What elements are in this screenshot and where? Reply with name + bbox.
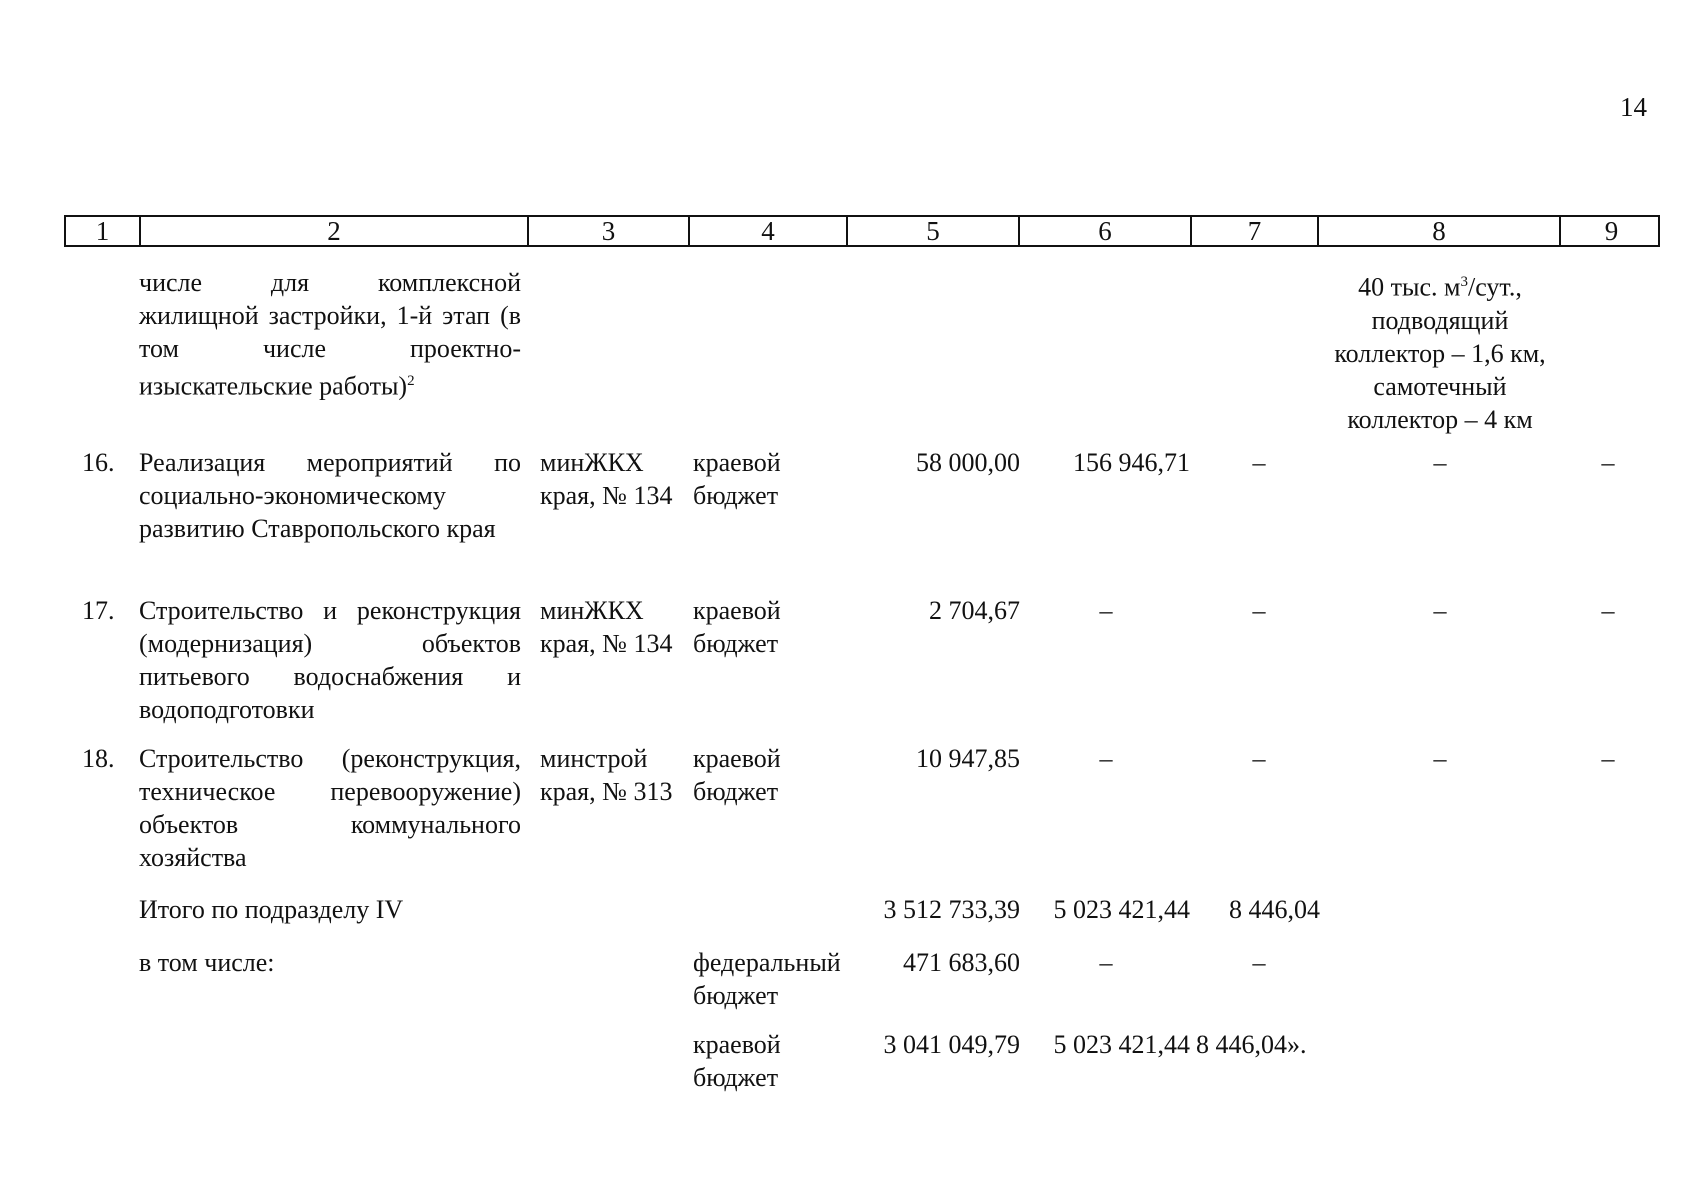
result-line1-text: 40 тыс. м	[1358, 272, 1461, 302]
row-17-executor: минЖКХ края, № 134	[540, 596, 673, 658]
regional-col7: 8 446,04».	[1196, 1030, 1307, 1059]
row-18-col6: –	[1099, 744, 1113, 773]
header-col-9: 9	[1559, 217, 1662, 245]
header-col-5: 5	[846, 217, 1018, 245]
totals-col5: 3 512 733,39	[883, 895, 1020, 924]
row-17-col5: 2 704,67	[929, 596, 1020, 625]
header-col-6: 6	[1018, 217, 1190, 245]
header-col-1: 1	[95, 216, 110, 246]
header-col-4: 4	[688, 217, 846, 245]
row-17-col8: –	[1433, 596, 1447, 625]
result-line1-unit: /сут.,	[1468, 272, 1522, 302]
regional-source: краевой бюджет	[693, 1030, 781, 1092]
row-17-source: краевой бюджет	[693, 596, 781, 658]
row-17-description: Строительство и реконструкция (модернизация) объектов питьевого водоснабжения и водоподготовки	[139, 596, 521, 724]
header-col-3: 3	[527, 217, 688, 245]
row-16-description: Реализация мероприятий по социально-экономическому развитию Ставропольского края	[139, 448, 521, 543]
row-17-col6: –	[1099, 596, 1113, 625]
totals-col6: 5 023 421,44	[1053, 895, 1190, 924]
row-18-col8: –	[1433, 744, 1447, 773]
row-18-executor: минстрой края, № 313	[540, 744, 673, 806]
footnote-marker: 2	[407, 373, 415, 389]
continuation-result	[1320, 266, 1560, 436]
result-superscript: 3	[1460, 274, 1468, 290]
totals-col7: 8 446,04	[1229, 895, 1320, 924]
row-16-col5: 58 000,00	[916, 448, 1020, 477]
including-label: в том числе:	[139, 948, 275, 977]
row-16-number: 16.	[82, 448, 115, 477]
continuation-description-text: числе для комплексной жилищной застройки, 1-й этап (в том числе проектно-изыскательские работы)	[139, 268, 521, 401]
row-16-executor: минЖКХ края, № 134	[540, 448, 673, 510]
federal-source: федеральный бюджет	[693, 948, 841, 1010]
result-rest-text: подводящий коллектор – 1,6 км, самотечный коллектор – 4 км	[1334, 305, 1546, 434]
row-16-col6: 156 946,71	[1073, 448, 1190, 477]
table-header-row	[64, 215, 1660, 247]
row-17-col7: –	[1252, 596, 1266, 625]
row-16-col8: –	[1433, 448, 1447, 477]
row-17-col9: –	[1601, 596, 1615, 625]
page-number: 14	[1620, 92, 1647, 122]
row-18-description: Строительство (реконструкция, техническое перевооружение) объектов коммунального хозяйства	[139, 744, 521, 872]
row-16-col7: –	[1252, 448, 1266, 477]
row-16-col9: –	[1601, 448, 1615, 477]
row-18-col7: –	[1252, 744, 1266, 773]
header-col-8: 8	[1317, 217, 1559, 245]
row-16-source: краевой бюджет	[693, 448, 781, 510]
row-18-col5: 10 947,85	[916, 744, 1020, 773]
header-col-2: 2	[139, 217, 527, 245]
row-17-number: 17.	[82, 596, 115, 625]
regional-col6: 5 023 421,44	[1053, 1030, 1190, 1059]
federal-col5: 471 683,60	[903, 948, 1020, 977]
federal-col7: –	[1252, 948, 1266, 977]
regional-col5: 3 041 049,79	[883, 1030, 1020, 1059]
row-18-col9: –	[1601, 744, 1615, 773]
row-18-number: 18.	[82, 744, 115, 773]
totals-label: Итого по подразделу IV	[139, 895, 404, 924]
row-18-source: краевой бюджет	[693, 744, 781, 806]
continuation-description	[139, 266, 521, 403]
header-col-7: 7	[1190, 217, 1317, 245]
federal-col6: –	[1099, 948, 1113, 977]
